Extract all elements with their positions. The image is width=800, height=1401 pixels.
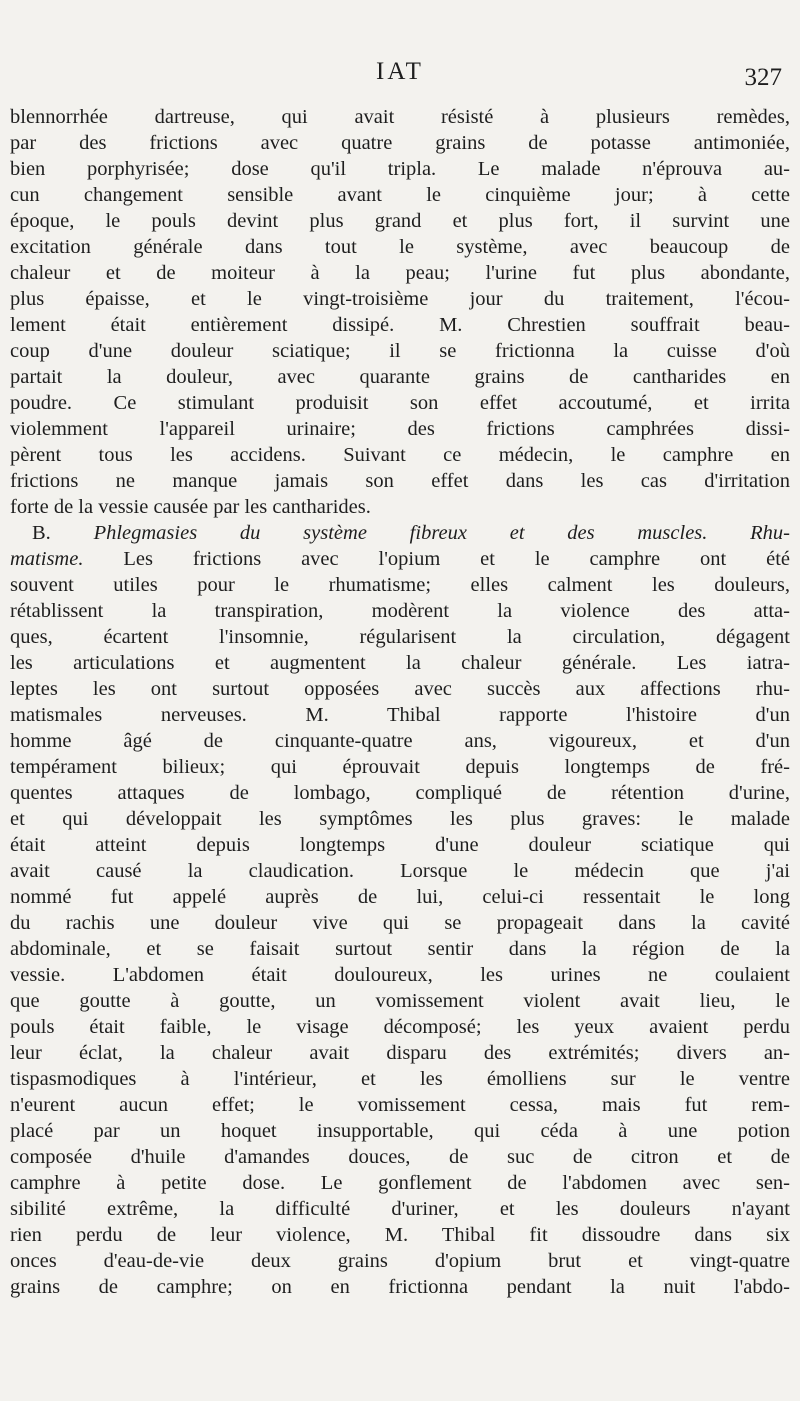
text-line: camphre à petite dose. Le gonflement de l'abdomen avec sen-: [10, 1172, 790, 1194]
text-line: quentes attaques de lombago, compliqué de rétention d'urine,: [10, 782, 790, 804]
section-b-heading-line: [10, 520, 790, 546]
text-line: tempérament bilieux; qui éprouvait depuis longtemps de fré-: [10, 756, 790, 778]
text-line: partait la douleur, avec quarante grains de cantharides en: [10, 366, 790, 388]
text-line: violemment l'appareil urinaire; des frictions camphrées dissi-: [10, 418, 790, 440]
text-line: tispasmodiques à l'intérieur, et les émolliens sur le ventre: [10, 1068, 790, 1090]
text-line: frictions ne manque jamais son effet dans les cas d'irritation: [10, 470, 790, 492]
section-b-label: B.: [32, 522, 51, 544]
text-line: souvent utiles pour le rhumatisme; elles calment les douleurs,: [10, 574, 790, 596]
text-line: rétablissent la transpiration, modèrent la violence des atta-: [10, 600, 790, 622]
text-line: blennorrhée dartreuse, qui avait résisté à plusieurs remèdes,: [10, 106, 790, 128]
text-line: par des frictions avec quatre grains de potasse antimoniée,: [10, 132, 790, 154]
section-b-heading-continued: matisme.: [10, 548, 84, 570]
text-line: matismales nerveuses. M. Thibal rapporte l'histoire d'un: [10, 704, 790, 726]
text-line: vessie. L'abdomen était douloureux, les urines ne coulaient: [10, 964, 790, 986]
text-line: sibilité extrême, la difficulté d'uriner, et les douleurs n'ayant: [10, 1198, 790, 1220]
text-line: chaleur et de moiteur à la peau; l'urine fut plus abondante,: [10, 262, 790, 284]
text-line: lement était entièrement dissipé. M. Chrestien souffrait beau-: [10, 314, 790, 336]
running-title: IAT: [376, 58, 424, 85]
text-line: était atteint depuis longtemps d'une douleur sciatique qui: [10, 834, 790, 856]
text-line: coup d'une douleur sciatique; il se frictionna la cuisse d'où: [10, 340, 790, 362]
text-line: nommé fut appelé auprès de lui, celui-ci ressentait le long: [10, 886, 790, 908]
text-line: rien perdu de leur violence, M. Thibal fit dissoudre dans six: [10, 1224, 790, 1246]
paragraph-2: [10, 572, 790, 1300]
text-line: plus épaisse, et le vingt-troisième jour du traitement, l'écou-: [10, 288, 790, 310]
section-b-heading: Phlegmasies du système fibreux et des muscles. Rhu-: [93, 522, 790, 544]
text-line: cun changement sensible avant le cinquième jour; à cette: [10, 184, 790, 206]
text-line: forte de la vessie causée par les cantharides.: [10, 496, 371, 518]
text-line: n'eurent aucun effet; le vomissement cessa, mais fut rem-: [10, 1094, 790, 1116]
text-line: poudre. Ce stimulant produisit son effet accoutumé, et irrita: [10, 392, 790, 414]
text-line: placé par un hoquet insupportable, qui céda à une potion: [10, 1120, 790, 1142]
text-line: grains de camphre; on en frictionna pendant la nuit l'abdo-: [10, 1276, 790, 1298]
text-line: leur éclat, la chaleur avait disparu des extrémités; divers an-: [10, 1042, 790, 1064]
text-line: abdominale, et se faisait surtout sentir dans la région de la: [10, 938, 790, 960]
text-line: époque, le pouls devint plus grand et plus fort, il survint une: [10, 210, 790, 232]
text-line: composée d'huile d'amandes douces, de suc de citron et de: [10, 1146, 790, 1168]
text-line: onces d'eau-de-vie deux grains d'opium brut et vingt-quatre: [10, 1250, 790, 1272]
text-line: pouls était faible, le visage décomposé; les yeux avaient perdu: [10, 1016, 790, 1038]
section-b-second-line: [10, 546, 790, 572]
text-line: leptes les ont surtout opposées avec succès aux affections rhu-: [10, 678, 790, 700]
text-line: pèrent tous les accidens. Suivant ce médecin, le camphre en: [10, 444, 790, 466]
paragraph-1: [10, 104, 790, 520]
page-number: 327: [744, 64, 782, 91]
text-line: ques, écartent l'insomnie, régularisent la circulation, dégagent: [10, 626, 790, 648]
text-line: et qui développait les symptômes les plus graves: le malade: [10, 808, 790, 830]
body-text: [10, 104, 790, 1300]
text-line: excitation générale dans tout le système, avec beaucoup de: [10, 236, 790, 258]
text-line: les articulations et augmentent la chaleur générale. Les iatra-: [10, 652, 790, 674]
text-line: avait causé la claudication. Lorsque le médecin que j'ai: [10, 860, 790, 882]
text-line: homme âgé de cinquante-quatre ans, vigoureux, et d'un: [10, 730, 790, 752]
text-line: bien porphyrisée; dose qu'il tripla. Le malade n'éprouva au-: [10, 158, 790, 180]
section-b-text-start: Les frictions avec l'opium et le camphre ont été: [123, 548, 790, 570]
text-line: du rachis une douleur vive qui se propageait dans la cavité: [10, 912, 790, 934]
text-line: que goutte à goutte, un vomissement violent avait lieu, le: [10, 990, 790, 1012]
